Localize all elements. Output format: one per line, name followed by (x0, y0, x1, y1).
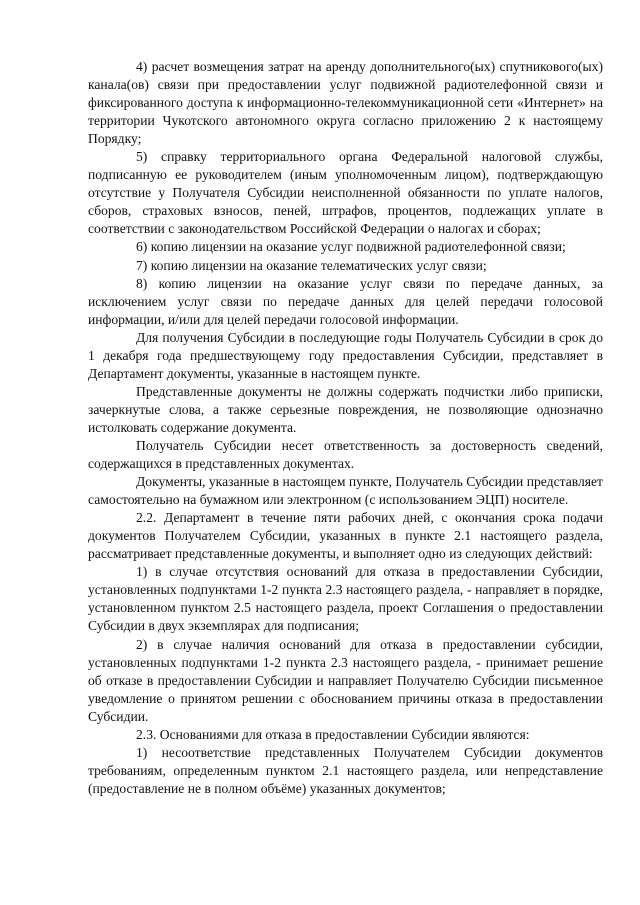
document-page (88, 58, 603, 798)
paragraph-submission-form: Документы, указанные в настоящем пункте, Получатель Субсидии представляет самостоятельно на бумажном или электронном (с использованием ЭЦП) носителе. (88, 474, 603, 508)
paragraph-2-3-item-1: 1) несоответствие представленных Получателем Субсидии документов требованиям, определенным пунктом 2.1 настоящего раздела, или непредставление (предоставление не в полном объёме) указанных документов; (88, 744, 603, 796)
paragraph-item-5: 5) справку территориального органа Федеральной налоговой службы, подписанную ее руководителем (иным уполномоченным лицом), подтверждающую отсутствие у Получателя Субсидии неисполненной обязанности по уплате налогов, сборов, страховых взносов, пеней, штрафов, процентов, подлежащих уплате в соответствии с законодательством Российской Федерации о налогах и сборах; (88, 149, 603, 237)
paragraph-item-7: 7) копию лицензии на оказание телематических услуг связи; (136, 257, 487, 273)
paragraph-section-2-3: 2.3. Основаниями для отказа в предоставлении Субсидии являются: (136, 726, 530, 742)
paragraph-item-4: 4) расчет возмещения затрат на аренду дополнительного(ых) спутникового(ых) канала(ов) связи при предоставлении услуг подвижной радиотелефонной связи и фиксированного доступа к информационно-телекоммуникационной сети «Интернет» на территории Чукотского автономного округа согласно приложению 2 к настоящему Порядку; (88, 59, 603, 147)
paragraph-section-2-2: 2.2. Департамент в течение пяти рабочих дней, с окончания срока подачи документов Получателем Субсидии, указанных в пункте 2.1 настоящего раздела, рассматривает представленные документы, и выполняет одно из следующих действий: (88, 510, 603, 562)
paragraph-document-requirements: Представленные документы не должны содержать подчистки либо приписки, зачеркнутые слова, а также серьезные повреждения, не позволяющие однозначно истолковать содержание документа. (88, 383, 603, 435)
paragraph-item-6: 6) копию лицензии на оказание услуг подвижной радиотелефонной связи; (136, 239, 566, 255)
paragraph-subsequent-years: Для получения Субсидии в последующие годы Получатель Субсидии в срок до 1 декабря года предшествующему году предоставления Субсидии, представляет в Департамент документы, указанные в настоящем пункте. (88, 329, 603, 381)
paragraph-2-2-item-2: 2) в случае наличия оснований для отказа в предоставлении субсидии, установленных подпунктами 1-2 пункта 2.3 настоящего раздела, - принимает решение об отказе в предоставлении Субсидии и направляет Получателю Субсидии письменное уведомление о принятом решении с обоснованием причины отказа в предоставлении Субсидии. (88, 636, 603, 724)
paragraph-responsibility: Получатель Субсидии несет ответственность за достоверность сведений, содержащихся в представленных документах. (88, 437, 603, 472)
paragraph-item-8: 8) копию лицензии на оказание услуг связи по передаче данных, за исключением услуг связи по передаче данных для целей передачи голосовой информации, и/или для целей передачи голосовой информации. (88, 275, 603, 327)
paragraph-2-2-item-1: 1) в случае отсутствия оснований для отказа в предоставлении Субсидии, установленных подпунктами 1-2 пункта 2.3 настоящего раздела, - направляет в порядке, установленном пунктом 2.5 настоящего раздела, проект Соглашения о предоставлении Субсидии в двух экземплярах для подписания; (88, 564, 603, 634)
